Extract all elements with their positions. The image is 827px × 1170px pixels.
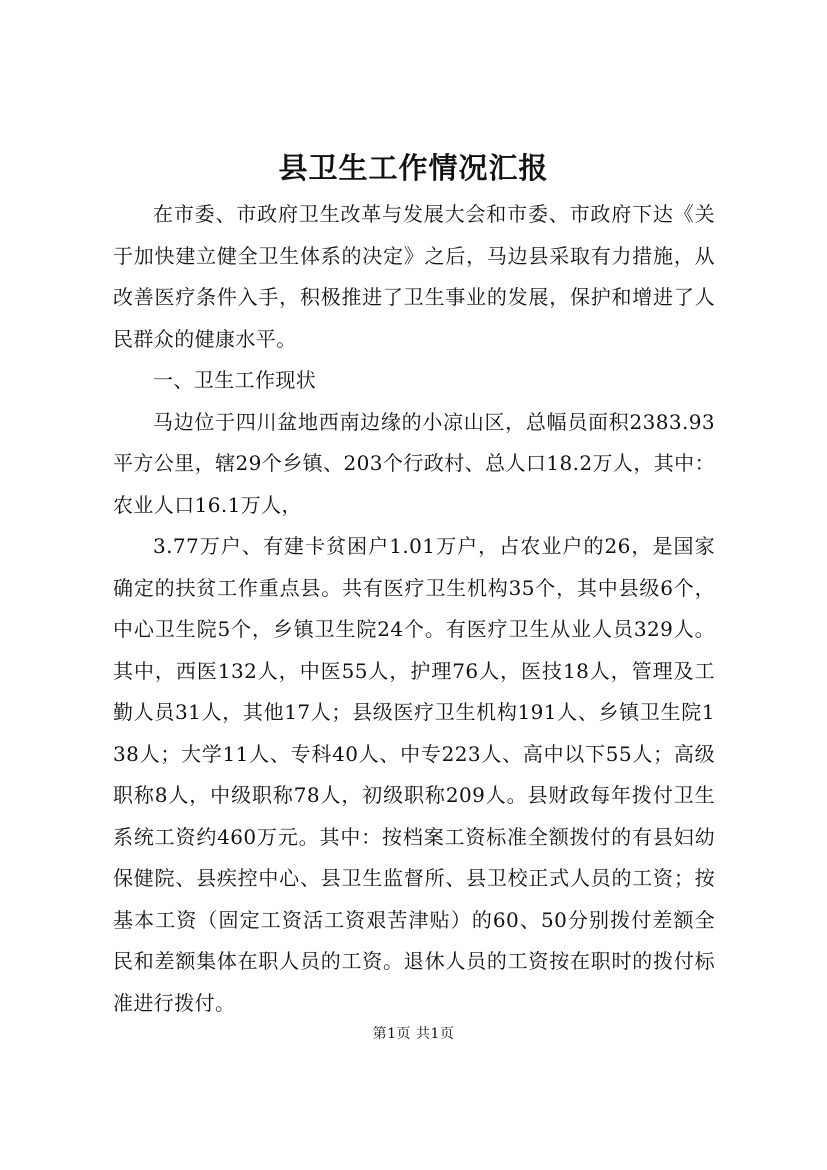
document-body [113, 194, 715, 1024]
document-title: 县卫生工作情况汇报 [278, 151, 549, 185]
paragraph-intro: 在市委、市政府卫生改革与发展大会和市委、市政府下达《关于加快建立健全卫生体系的决定》之后，马边县采取有力措施，从改善医疗条件入手，积极推进了卫生事业的发展，保护和增进了人民群众的健康水平。 [113, 202, 715, 351]
page-number-footer: 第1页 共1页 [372, 1026, 455, 1042]
paragraph-overview: 马边位于四川盆地西南边缘的小凉山区，总幅员面积2383.93平方公里，辖29个乡镇、203个行政村、总人口18.2万人，其中：农业人口16.1万人， [113, 409, 715, 517]
section-heading: 一、卫生工作现状 [153, 368, 317, 392]
paragraph-statistics: 3.77万户、有建卡贫困户1.01万户，占农业户的26，是国家确定的扶贫工作重点县。共有医疗卫生机构35个，其中县级6个，中心卫生院5个，乡镇卫生院24个。有医疗卫生从业人员329人。其中，西医132人，中医55人，护理76人，医技18人，管理及工勤人员31人，其他17人；县级医疗卫生机构191人、乡镇卫生院138人；大学11人、专科40人、中专223人、高中以下55人；高级职称8人，中级职称78人，初级职称209人。县财政每年拨付卫生系统工资约460万元。其中：按档案工资标准全额拨付的有县妇幼保健院、县疾控中心、县卫生监督所、县卫校正式人员的工资；按基本工资（固定工资活工资艰苦津贴）的60、50分别拨付差额全民和差额集体在职人员的工资。退休人员的工资按在职时的拨付标准进行拨付。 [113, 534, 715, 1015]
